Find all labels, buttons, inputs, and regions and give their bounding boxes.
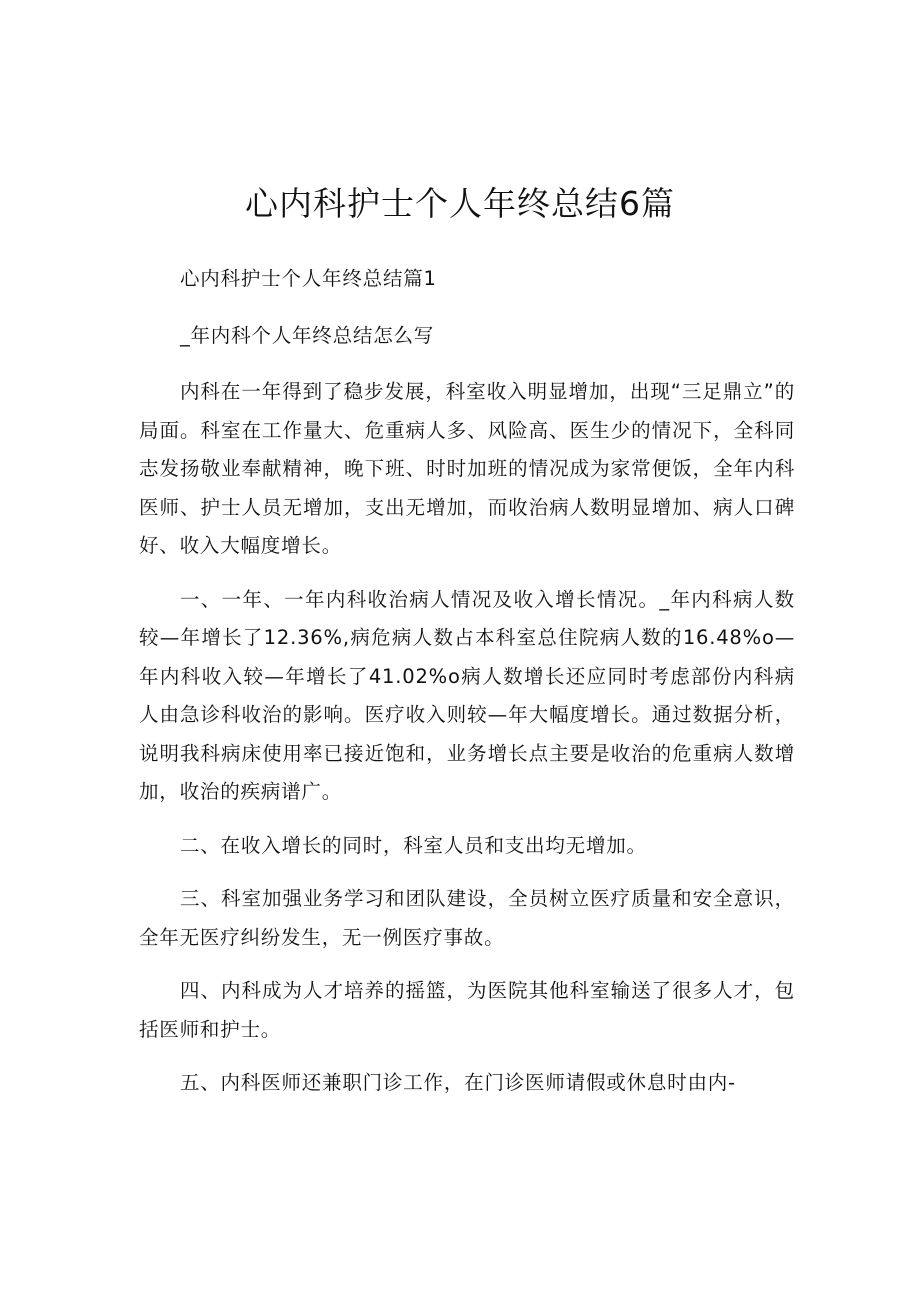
body-paragraph: 一、一年、一年内科收治病人情况及收入增长情况。_年内科病人数较—年增长了12.36%,病危病人数占本科室总住院病人数的16.48%o—年内科收入较—年增长了41.02%o病人数增长还应同时考虑部份内科病人由急诊科收治的影响。医疗收入则较—年大幅度增长。通过数据分析，说明我科病床使用率已接近饱和，业务增长点主要是收治的危重病人数增加，收治的疾病谱广。 (139, 587, 795, 803)
body-paragraph: 四、内科成为人才培养的摇篮，为医院其他科室输送了很多人才，包括医师和护士。 (139, 979, 795, 1041)
body-paragraph: 内科在一年得到了稳步发展，科室收入明显增加，出现“三足鼎立”的局面。科室在工作量大、危重病人多、风险高、医生少的情况下，全科同志发扬敬业奉献精神，晚下班、时时加班的情况成为家常便饭，全年内科医师、护士人员无增加，支出无增加，而收治病人数明显增加、病人口碑好、收入大幅度增长。 (139, 380, 795, 557)
document-body (139, 260, 795, 1118)
body-paragraph: 二、在收入增长的同时，科室人员和支出均无增加。 (179, 833, 647, 857)
document-title: 心内科护士个人年终总结6篇 (245, 184, 675, 224)
sub-heading: _年内科个人年终总结怎么写 (179, 323, 435, 347)
section-heading: 心内科护士个人年终总结篇1 (179, 267, 437, 290)
body-paragraph: 五、内科医师还兼职门诊工作，在门诊医师请假或休息时由内- (179, 1071, 736, 1094)
body-paragraph: 三、科室加强业务学习和团队建设，全员树立医疗质量和安全意识，全年无医疗纠纷发生，无一例医疗事故。 (139, 887, 795, 949)
